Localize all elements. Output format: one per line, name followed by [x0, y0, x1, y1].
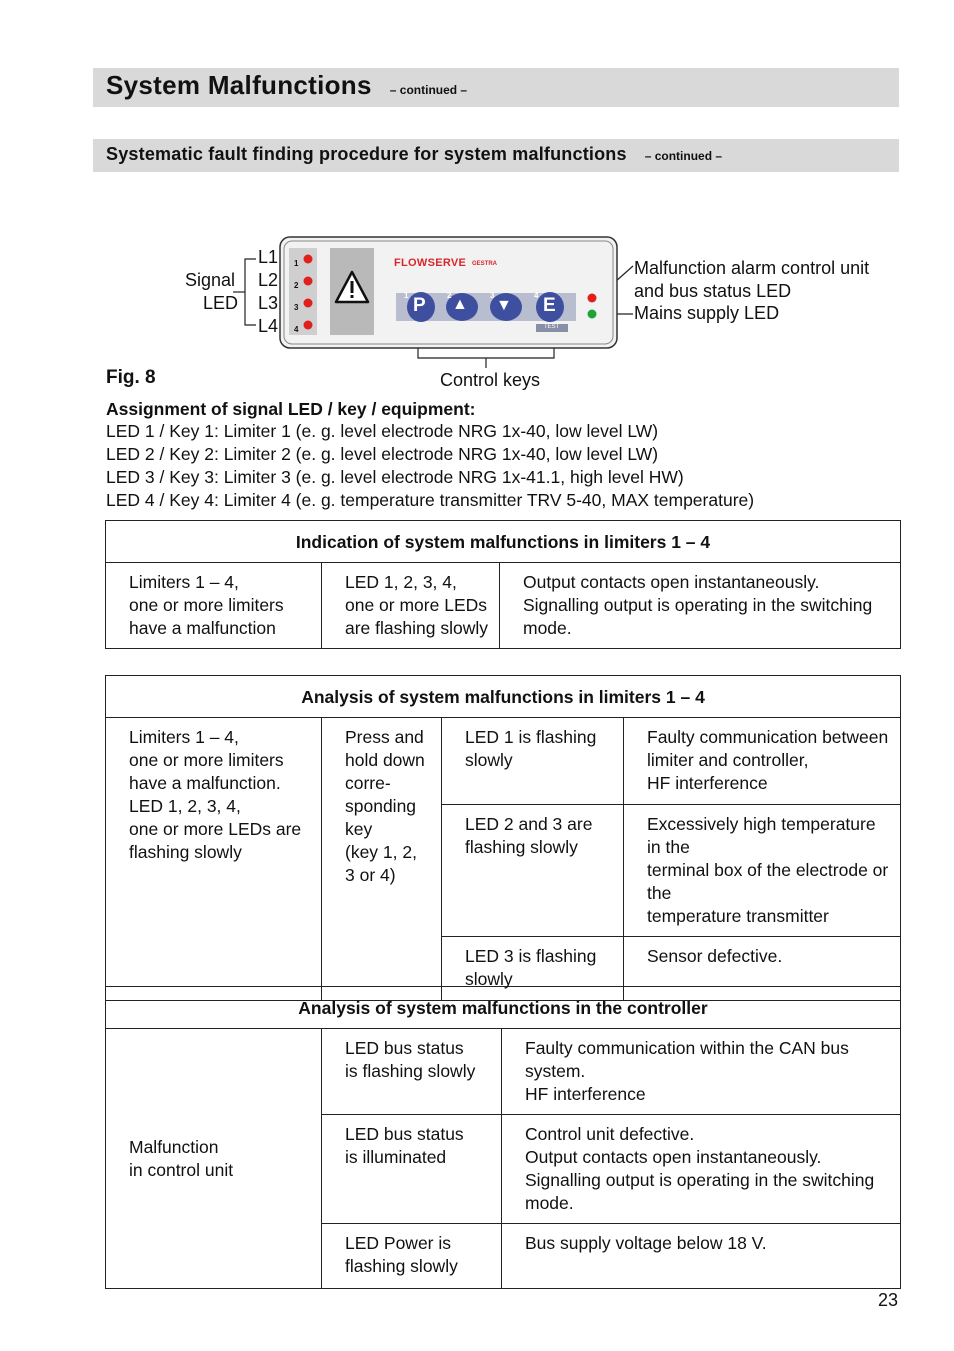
table-indication-cause: Limiters 1 – 4, one or more limiters have a malfunction — [106, 563, 322, 649]
table-indication-effect: Output contacts open instantaneously. Signalling output is operating in the switching mode. — [500, 563, 901, 649]
table-row-cause: Faulty communication within the CAN bus system. HF interference — [502, 1029, 901, 1115]
mains-label: Mains supply LED — [634, 303, 780, 323]
table-controller-title: Analysis of system malfunctions in the controller — [106, 987, 901, 1029]
section-subtitle: Systematic fault finding procedure for system malfunctions — [106, 144, 627, 164]
led-number-3: 3 — [294, 303, 299, 312]
page-title: System Malfunctions — [106, 70, 372, 100]
table-row: LED Power is flashing slowly — [322, 1224, 502, 1289]
table-controller-condition: Malfunction in control unit — [106, 1029, 322, 1289]
figure-caption: Fig. 8 — [106, 367, 156, 388]
page-number: 23 — [878, 1290, 899, 1310]
key-up-icon: ▲ — [452, 296, 468, 313]
table-indication-leds: LED 1, 2, 3, 4, one or more LEDs are flashing slowly — [322, 563, 500, 649]
alarm-label-line1: Malfunction alarm control unit — [634, 258, 870, 278]
table-row: LED bus status is flashing slowly — [322, 1029, 502, 1115]
signal-led-3 — [304, 299, 313, 308]
led-number-2: 2 — [294, 281, 299, 290]
table-row-cause: Bus supply voltage below 18 V. — [502, 1224, 901, 1289]
led-label-l2: L2 — [258, 270, 279, 290]
subtitle-continued: – continued – — [644, 149, 723, 163]
led-label-l1: L1 — [258, 247, 279, 267]
led-label-l4: L4 — [258, 316, 279, 336]
table-limiters-action: Press and hold down corre- sponding key (key 1, 2, 3 or 4) — [322, 718, 442, 1001]
control-panel-figure — [0, 0, 954, 400]
assignment-line-4: LED 4 / Key 4: Limiter 4 (e. g. temperature transmitter TRV 5-40, MAX temperature) — [106, 490, 755, 510]
signal-led-4 — [304, 321, 313, 330]
table-row-cause: Sensor defective. — [624, 937, 901, 1001]
key-down-icon: ▼ — [496, 297, 512, 314]
test-label: TEST — [544, 324, 560, 330]
signal-led-1 — [304, 255, 313, 264]
table-limiters-condition: Limiters 1 – 4, one or more limiters have a malfunction. LED 1, 2, 3, 4, one or more LEDs are flashing slowly — [106, 718, 322, 1001]
table-analysis-controller — [105, 986, 901, 1289]
alarm-led — [588, 294, 597, 303]
assignment-line-2: LED 2 / Key 2: Limiter 2 (e. g. level electrode NRG 1x-40, low level LW) — [106, 444, 659, 464]
table-row-cause: Control unit defective. Output contacts open instantaneously. Signalling output is operating in the switching mode. — [502, 1115, 901, 1224]
assignment-heading: Assignment of signal LED / key / equipment: — [106, 399, 476, 419]
led-numbers — [294, 253, 302, 341]
control-keys-label: Control keys — [440, 370, 541, 390]
key-p-label: P — [413, 295, 426, 316]
gestra-logo: GESTRA — [472, 261, 498, 267]
mains-led — [588, 310, 597, 319]
title-continued: – continued – — [389, 83, 468, 97]
signal-led-2 — [304, 277, 313, 286]
table-row: LED 3 is flashing slowly — [442, 937, 624, 1001]
table-analysis-limiters — [105, 675, 901, 1001]
key-number-1: 1 — [404, 291, 409, 300]
table-row-cause: Faulty communication between limiter and controller, HF interference — [624, 718, 901, 805]
assignment-line-3: LED 3 / Key 3: Limiter 3 (e. g. level electrode NRG 1x-41.1, high level HW) — [106, 467, 684, 487]
led-number-1: 1 — [294, 259, 299, 268]
key-e-label: E — [543, 295, 556, 316]
alarm-label-line2: and bus status LED — [634, 281, 792, 301]
led-number-4: 4 — [294, 325, 299, 334]
table-row-cause: Excessively high temperature in the terminal box of the electrode or the temperature transmitter — [624, 805, 901, 937]
signal-label: Signal — [185, 270, 236, 290]
table-indication — [105, 520, 901, 649]
led-label-l3: L3 — [258, 293, 279, 313]
table-row: LED 2 and 3 are flashing slowly — [442, 805, 624, 937]
assignment-line-1: LED 1 / Key 1: Limiter 1 (e. g. level electrode NRG 1x-40, low level LW) — [106, 421, 659, 441]
table-row: LED bus status is illuminated — [322, 1115, 502, 1224]
flowserve-logo: FLOWSERVE — [394, 257, 467, 269]
key-number-4: 4 — [534, 291, 539, 300]
table-row: LED 1 is flashing slowly — [442, 718, 624, 805]
led-label: LED — [203, 293, 239, 313]
key-number-3: 3 — [490, 291, 495, 300]
table-indication-title: Indication of system malfunctions in limiters 1 – 4 — [106, 521, 901, 563]
table-limiters-title: Analysis of system malfunctions in limiters 1 – 4 — [106, 676, 901, 718]
key-number-2: 2 — [447, 291, 452, 300]
